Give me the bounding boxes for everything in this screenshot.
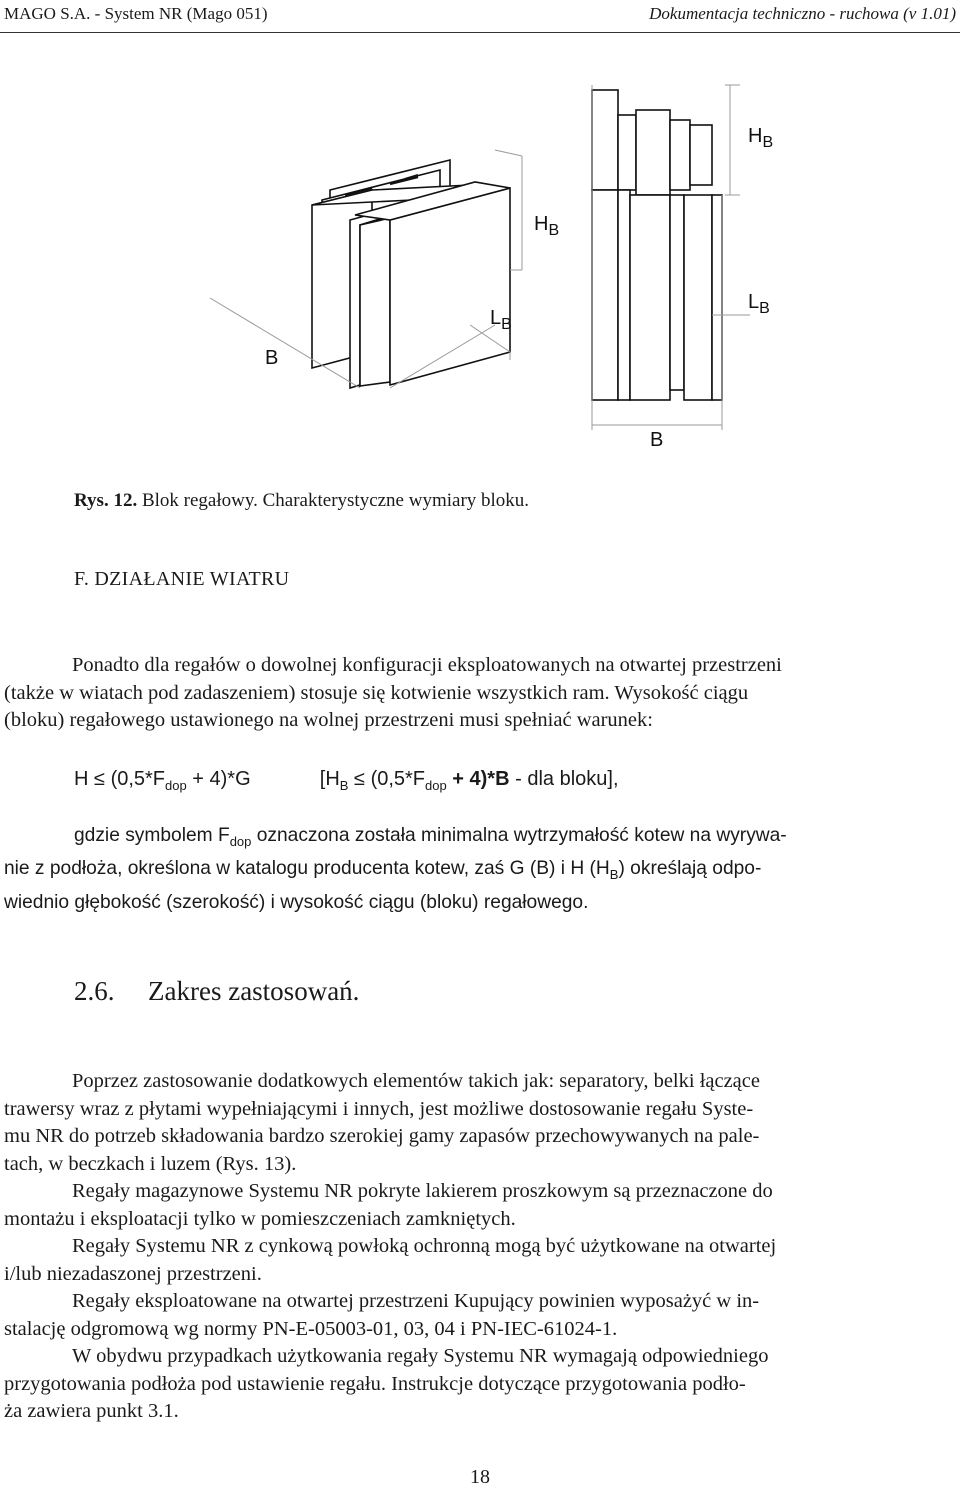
lb-right-label: $L_B$ <box>748 291 770 317</box>
para2-line: Poprzez zastosowanie dodatkowych elementów takich jak: separatory, belki łączące <box>72 1070 760 1092</box>
header-rule <box>0 32 960 33</box>
para2-line: i/lub niezadaszonej przestrzeni. <box>4 1262 262 1285</box>
formula-hb-sub: B <box>339 778 349 793</box>
para2-line: montażu i eksploatacji tylko w pomieszczeniach zamkniętych. <box>4 1207 516 1230</box>
para2-line: Regały eksploatowane na otwartej przestrzeni Kupujący powinien wyposażyć w in- <box>72 1290 760 1312</box>
formula-tail: - dla bloku], <box>515 768 619 790</box>
formula-rest1: + 4)*G <box>186 768 251 790</box>
caption-text: Blok regałowy. Charakterystyczne wymiary bloku. <box>137 490 530 511</box>
formula-rest2: + 4)*B <box>446 768 510 790</box>
para2-line: tach, w beczkach i luzem (Rys. 13). <box>4 1152 297 1175</box>
para1-line3: (bloku) regałowego ustawionego na wolnej przestrzeni musi spełniać warunek: <box>4 709 653 731</box>
gdzie-a: gdzie symbolem F <box>74 825 230 846</box>
figure-caption <box>74 490 529 512</box>
gdzie-b: oznaczona została minimalna wytrzymałość kotew na wyrywa- <box>251 825 787 846</box>
header-title: MAGO S.A. - System NR (Mago 051) <box>4 4 268 23</box>
hb-mid-label: $H_B$ <box>534 213 560 239</box>
paragraph-wind <box>4 652 956 735</box>
para2-line: Regały magazynowe Systemu NR pokryte lakierem proszkowym są przeznaczone do <box>72 1180 773 1202</box>
header-doc-version: Dokumentacja techniczno - ruchowa (v 1.01) <box>649 4 956 23</box>
para2-line: mu NR do potrzeb składowania bardzo szerokiej gamy zapasów przechowywanych na pale- <box>4 1125 760 1147</box>
rack-block-drawing <box>150 70 960 470</box>
para1-line2: (także w wiatach pod zadaszeniem) stosuje się kotwienie wszystkich ram. Wysokość ciągu <box>4 681 749 704</box>
para2-line: trawersy wraz z płytami wypełniającymi i innych, jest możliwe dostosowanie regału Syste- <box>4 1097 754 1120</box>
gdzie-line3: wiednio głębokość (szerokość) i wysokość ciągu (bloku) regałowego. <box>4 891 589 913</box>
formula-paren: (0,5*F <box>110 768 166 790</box>
para2-line: ża zawiera punkt 3.1. <box>4 1400 179 1422</box>
page-header <box>0 0 960 28</box>
b-right-label: B <box>650 429 664 451</box>
para1-line1: Ponadto dla regałów o dowolnej konfiguracji eksploatowanych na otwartej przestrzeni <box>72 654 782 676</box>
formula-op: ≤ <box>94 768 105 790</box>
b-left-label: B <box>265 347 279 369</box>
caption-prefix: Rys. 12. <box>74 490 138 511</box>
formula-sub1: dop <box>165 778 187 793</box>
gdzie-line2-sub: B <box>609 867 619 883</box>
section-heading-wind: F. DZIAŁANIE WIATRU <box>74 568 290 590</box>
page-number: 18 <box>470 1466 490 1488</box>
formula-condition <box>74 768 619 793</box>
gdzie-a-sub: dop <box>229 833 252 849</box>
lb-left-label: $L_B$ <box>490 307 512 333</box>
formula-bracket: [H <box>319 768 340 790</box>
gdzie-line2a: nie z podłoża, określona w katalogu producenta kotew, zaś G (B) i H (H <box>4 858 610 880</box>
para2-line: W obydwu przypadkach użytkowania regały Systemu NR wymagają odpowiedniego <box>72 1345 769 1367</box>
paragraph-definition <box>4 822 956 916</box>
para2-line: przygotowania podłoża pod ustawienie regału. Instrukcje dotyczące przygotowania podło- <box>4 1372 746 1395</box>
hb-top-label: $H_B$ <box>748 125 774 151</box>
heading-number: 2.6. <box>74 976 115 1006</box>
gdzie-line2b: ) określają odpo- <box>618 858 762 880</box>
formula-sub2: dop <box>425 778 447 793</box>
formula-h: H <box>74 768 89 790</box>
formula-op2: ≤ <box>354 768 365 790</box>
heading-title: Zakres zastosowań. <box>148 976 360 1006</box>
para2-line: stalację odgromową wg normy PN-E-05003-01, 03, 04 i PN-IEC-61024-1. <box>4 1317 618 1340</box>
figure-rack-block <box>150 70 960 470</box>
paragraph-scope <box>4 1068 956 1426</box>
formula-paren2: (0,5*F <box>370 768 426 790</box>
para2-line: Regały Systemu NR z cynkową powłoką ochronną mogą być użytkowane na otwartej <box>72 1235 777 1257</box>
section-heading-scope <box>74 976 359 1007</box>
